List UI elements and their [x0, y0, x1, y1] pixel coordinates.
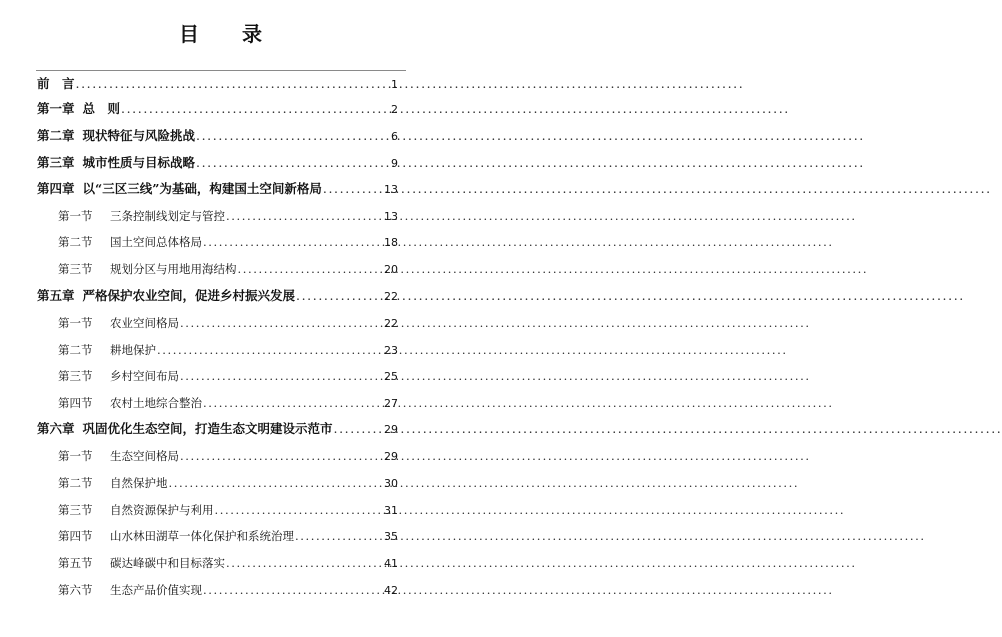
toc-section-row[interactable] — [0, 312, 441, 334]
toc-page-number: 20 — [384, 263, 398, 276]
toc-section-row[interactable] — [0, 339, 441, 361]
page-title: 目 录 — [179, 22, 280, 46]
toc-page-number: 42 — [384, 584, 398, 597]
toc-section-number: 第六节 — [58, 583, 93, 597]
toc-entry-title: 以“三区三线”为基础，构建国土空间新格局 — [82, 181, 322, 196]
toc-page-number: 9 — [391, 157, 398, 170]
toc-dot-leader — [214, 499, 385, 521]
toc-page-number: 1 — [391, 78, 398, 91]
toc-section-number: 第三节 — [58, 369, 93, 383]
toc-entry-title: 山水林田湖草一体化保护和系统治理 — [110, 529, 294, 543]
toc-section-row[interactable] — [0, 445, 441, 467]
toc-chapter-number: 前 言 — [37, 76, 75, 91]
toc-entry-title: 碳达峰碳中和目标落实 — [110, 556, 225, 570]
toc-section-number: 第三节 — [58, 503, 93, 517]
toc-page-number: 25 — [384, 370, 398, 383]
toc-section-number: 第四节 — [58, 396, 93, 410]
toc-page-number: 6 — [391, 130, 398, 143]
title-divider — [36, 70, 406, 71]
toc-dot-leader — [322, 178, 384, 200]
toc-dot-leader — [202, 392, 384, 414]
toc-dot-leader — [202, 579, 384, 601]
toc-section-row[interactable] — [0, 472, 441, 494]
toc-section-row[interactable] — [0, 231, 441, 253]
toc-page-number: 29 — [384, 450, 398, 463]
toc-page-number: 22 — [384, 317, 398, 330]
toc-chapter-row[interactable] — [0, 285, 441, 307]
toc-dot-leader — [120, 98, 384, 120]
toc-chapter-row[interactable] — [0, 152, 441, 174]
toc-entry-title: 现状特征与风险挑战 — [82, 128, 196, 143]
toc-chapter-row[interactable] — [0, 98, 441, 120]
toc-page-number: 23 — [384, 344, 398, 357]
toc-page-number: 13 — [384, 210, 398, 223]
toc-entry-title: 农业空间格局 — [110, 316, 179, 330]
toc-page-number: 30 — [384, 477, 398, 490]
toc-entry-title: 城市性质与目标战略 — [82, 155, 196, 170]
toc-entry-title: 生态产品价值实现 — [110, 583, 202, 597]
toc-entry-title: 总 则 — [82, 101, 121, 116]
toc-dot-leader — [195, 125, 384, 147]
toc-section-number: 第五节 — [58, 556, 93, 570]
toc-section-row[interactable] — [0, 552, 441, 574]
toc-entry-title: 三条控制线划定与管控 — [110, 209, 225, 223]
toc-section-number: 第一节 — [58, 316, 93, 330]
toc-chapter-row[interactable] — [0, 125, 441, 147]
toc-entry-title: 生态空间格局 — [110, 449, 179, 463]
toc-section-number: 第二节 — [58, 343, 93, 357]
toc-chapter-row[interactable] — [0, 178, 441, 200]
toc-page-number: 35 — [384, 530, 398, 543]
toc-dot-leader — [195, 152, 384, 174]
toc-section-number: 第一节 — [58, 449, 93, 463]
toc-page-number: 29 — [384, 423, 398, 436]
toc-chapter-row[interactable] — [0, 418, 441, 440]
toc-page-number: 18 — [384, 236, 398, 249]
toc-chapter-number: 第二章 — [37, 128, 75, 143]
toc-chapter-number: 第五章 — [37, 288, 75, 303]
toc-page-number: 27 — [384, 397, 398, 410]
toc-section-number: 第二节 — [58, 476, 93, 490]
toc-dot-leader — [179, 365, 384, 387]
toc-section-row[interactable] — [0, 392, 441, 414]
toc-section-number: 第二节 — [58, 235, 93, 249]
toc-dot-leader — [295, 285, 384, 307]
toc-section-row[interactable] — [0, 205, 441, 227]
toc-chapter-number: 第一章 — [37, 101, 75, 116]
toc-section-number: 第一节 — [58, 209, 93, 223]
toc-dot-leader — [168, 472, 385, 494]
toc-entry-title: 自然保护地 — [110, 476, 168, 490]
toc-dot-leader — [225, 205, 384, 227]
toc-dot-leader — [333, 418, 384, 440]
toc-entry-title: 规划分区与用地用海结构 — [110, 262, 237, 276]
toc-chapter-number: 第三章 — [37, 155, 75, 170]
toc-page-number: 2 — [391, 103, 398, 116]
toc-entry-title: 乡村空间布局 — [110, 369, 179, 383]
toc-section-row[interactable] — [0, 258, 441, 280]
toc-page-number: 22 — [384, 290, 398, 303]
toc-entry-title: 严格保护农业空间，促进乡村振兴发展 — [82, 288, 296, 303]
toc-dot-leader — [225, 552, 384, 574]
toc-entry-title: 耕地保护 — [110, 343, 156, 357]
toc-page-number: 31 — [384, 504, 398, 517]
toc-section-number: 第四节 — [58, 529, 93, 543]
toc-section-row[interactable] — [0, 499, 441, 521]
toc-chapter-number: 第六章 — [37, 421, 75, 436]
toc-page-number: 13 — [384, 183, 398, 196]
toc-preface-row[interactable] — [0, 73, 441, 95]
toc-section-number: 第三节 — [58, 262, 93, 276]
toc-section-row[interactable] — [0, 579, 441, 601]
toc-section-row[interactable] — [0, 525, 441, 547]
toc-dot-leader — [179, 445, 384, 467]
toc-chapter-number: 第四章 — [37, 181, 75, 196]
toc-section-row[interactable] — [0, 365, 441, 387]
toc-dot-leader — [202, 231, 384, 253]
toc-entry-title: 自然资源保护与利用 — [110, 503, 214, 517]
toc-entry-title: 巩固优化生态空间，打造生态文明建设示范市 — [82, 421, 333, 436]
toc-entry-title: 国土空间总体格局 — [110, 235, 202, 249]
toc-dot-leader — [156, 339, 384, 361]
toc-dot-leader — [294, 525, 384, 547]
toc-page-number: 41 — [384, 557, 398, 570]
toc-dot-leader — [179, 312, 384, 334]
toc-entry-title: 农村土地综合整治 — [110, 396, 202, 410]
toc-dot-leader — [75, 73, 384, 95]
toc-dot-leader — [237, 258, 385, 280]
